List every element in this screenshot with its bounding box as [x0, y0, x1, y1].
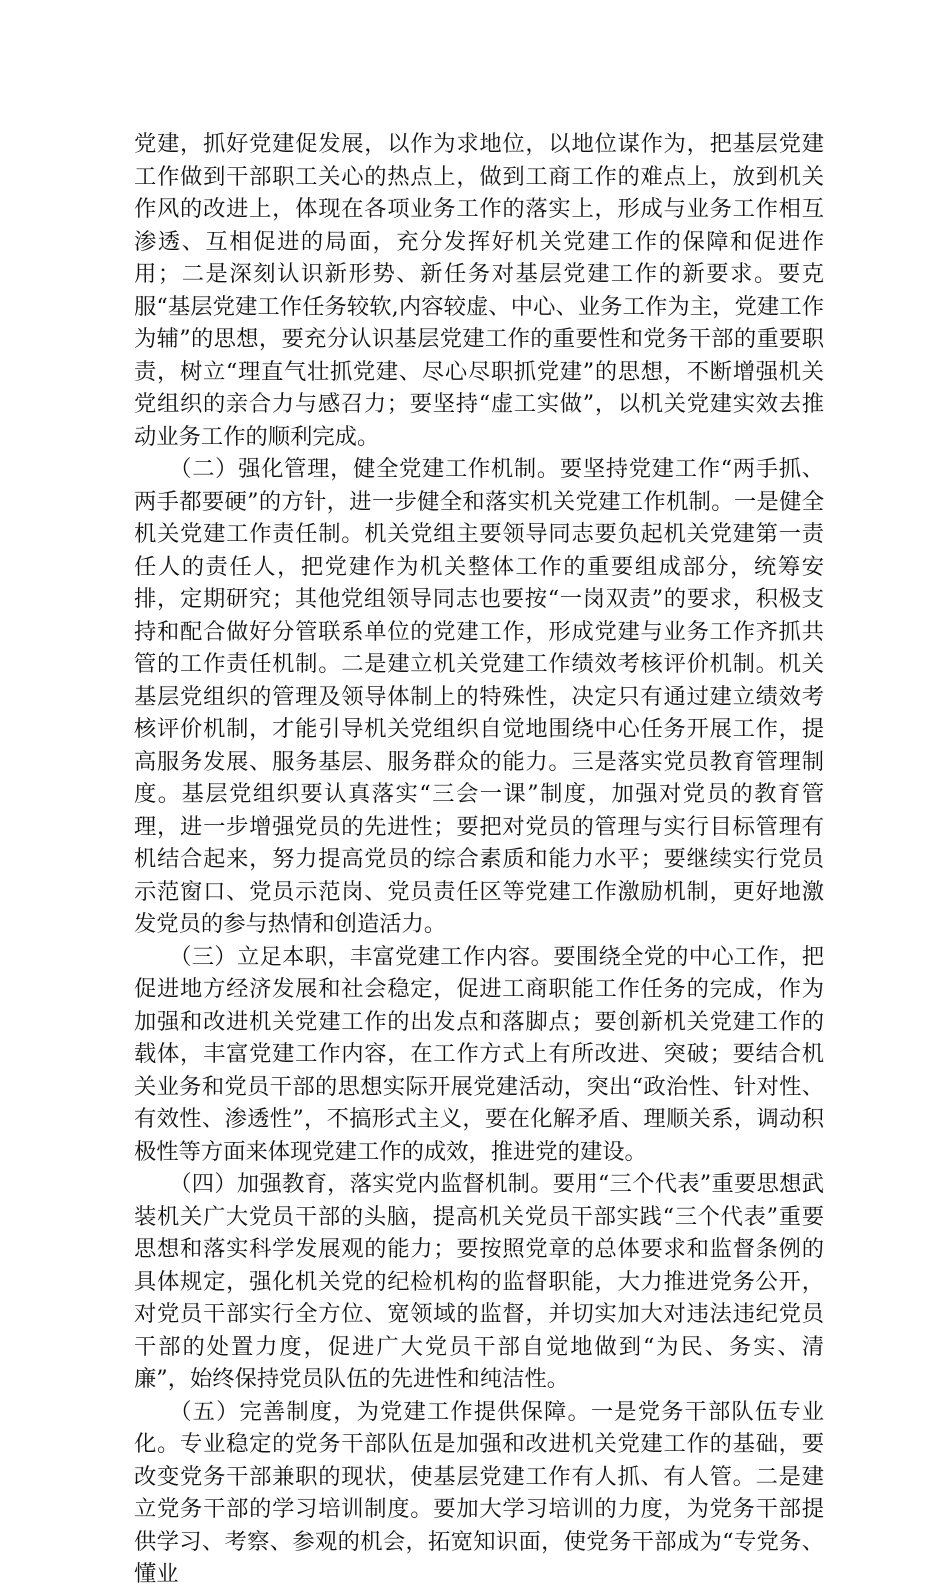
- paragraph-continuation: 党建，抓好党建促发展，以作为求地位，以地位谋作为，把基层党建工作做到干部职工关心的热点上，做到工商工作的难点上，放到机关作风的改进上，体现在各项业务工作的落实上，形成与业务工作相互渗透、互相促进的局面，充分发挥好机关党建工作的保障和促进作用；二是深刻认识新形势、新任务对基层党建工作的新要求。要克服“基层党建工作任务较软,内容较虚、中心、业务工作为主，党建工作为辅”的思想，要充分认识基层党建工作的重要性和党务干部的重要职责，树立“理直气壮抓党建、尽心尽职抓党建”的思想，不断增强机关党组织的亲合力与感召力；要坚持“虚工实做”，以机关党建实效去推动业务工作的顺利完成。: [134, 131, 824, 450]
- paragraph-section-5: （五）完善制度，为党建工作提供保障。一是党务干部队伍专业化。专业稳定的党务干部队伍是加强和改进机关党建工作的基础，要改变党务干部兼职的现状，使基层党建工作有人抓、有人管。二是建立党务干部的学习培训制度。要加大学习培训的力度，为党务干部提供学习、考察、参观的机会，拓宽知识面，使党务干部成为“专党务、懂业: [134, 1398, 824, 1587]
- paragraph-section-2: （二）强化管理，健全党建工作机制。要坚持党建工作“两手抓、两手都要硬”的方针，进一步健全和落实机关党建工作机制。一是健全机关党建工作责任制。机关党组主要领导同志要负起机关党建第一责任人的责任人，把党建作为机关整体工作的重要组成部分，统筹安排，定期研究；其他党组领导同志也要按“一岗双责”的要求，积极支持和配合做好分管联系单位的党建工作，形成党建与业务工作齐抓共管的工作责任机制。二是建立机关党建工作绩效考核评价机制。机关基层党组织的管理及领导体制上的特殊性，决定只有通过建立绩效考核评价机制，才能引导机关党组织自觉地围绕中心任务开展工作，提高服务发展、服务基层、服务群众的能力。三是落实党员教育管理制度。基层党组织要认真落实“三会一课”制度，加强对党员的教育管理，进一步增强党员的先进性；要把对党员的管理与实行目标管理有机结合起来，努力提高党员的综合素质和能力水平；要继续实行党员示范窗口、党员示范岗、党员责任区等党建工作激励机制，更好地激发党员的参与热情和创造活力。: [134, 456, 824, 937]
- paragraph-section-3: （三）立足本职，丰富党建工作内容。要围绕全党的中心工作，把促进地方经济发展和社会稳定，促进工商职能工作任务的完成，作为加强和改进机关党建工作的出发点和落脚点；要创新机关党建工作的载体，丰富党建工作内容，在工作方式上有所改进、突破；要结合机关业务和党员干部的思想实际开展党建活动，突出“政治性、针对性、有效性、渗透性”，不搞形式主义，要在化解矛盾、理顺关系，调动积极性等方面来体现党建工作的成效，推进党的建设。: [134, 943, 824, 1165]
- document-body: [134, 128, 824, 1591]
- paragraph-section-4: （四）加强教育，落实党内监督机制。要用“三个代表”重要思想武装机关广大党员干部的头脑，提高机关党员干部实践“三个代表”重要思想和落实科学发展观的能力；要按照党章的总体要求和监督条例的具体规定，强化机关党的纪检机构的监督职能，大力推进党务公开，对党员干部实行全方位、宽领域的监督，并切实加大对违法违纪党员干部的处置力度，促进广大党员干部自觉地做到“为民、务实、清廉”，始终保持党员队伍的先进性和纯洁性。: [134, 1171, 824, 1392]
